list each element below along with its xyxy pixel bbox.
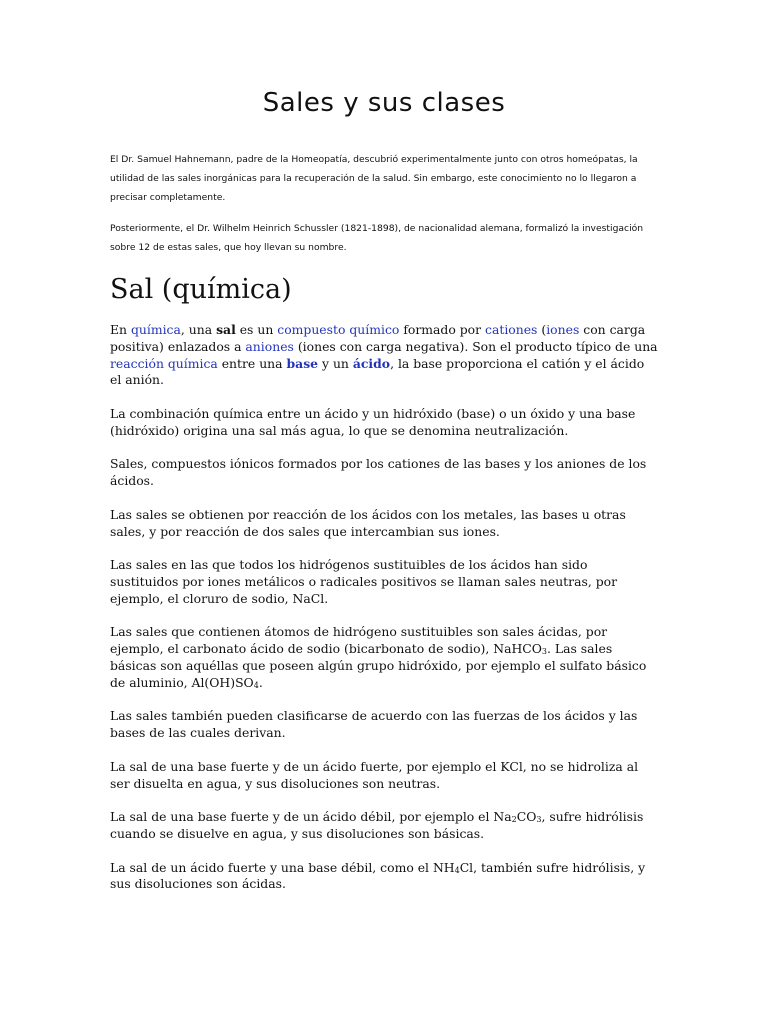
paragraph-definition [110,322,658,389]
text-run: , la base proporciona el catión y el ácido el anión. [110,355,645,388]
subscript: 3 [541,647,548,657]
link-quimica[interactable]: química [130,322,181,337]
intro-paragraph-2: Posteriormente, el Dr. Wilhelm Heinrich Schussler (1821-1898), de nacionalidad alemana, formalizó la investigación sobre 12 de estas sales, que hoy llevan su nombre. [110,223,644,253]
text-run: CO [516,809,537,825]
subscript: 2 [511,815,517,825]
text-run: ( [537,322,547,337]
text-run: formado por [399,322,486,337]
paragraph-base-fuerte-acido-fuerte: La sal de una base fuerte y de un ácido fuerte, por ejemplo el KCl, no se hidroliza al ser disuelta en agua, y sus disoluciones son neutras. [110,758,639,791]
text-run: En [110,322,131,337]
link-acido[interactable]: ácido [352,355,391,371]
text-run: es un [235,322,278,337]
paragraph-obtencion: Las sales se obtienen por reacción de los ácidos con los metales, las bases u otras sales, y por reacción de dos sales que intercambian sus iones. [110,506,626,539]
section-title: Sal (química) [110,274,292,305]
text-run: La sal de una base fuerte y de un ácido débil, por ejemplo el Na [110,809,512,825]
text-run: (iones con carga negativa). Son el producto típico de una [293,338,658,354]
subscript: 3 [536,815,542,825]
intro-paragraph-1: El Dr. Samuel Hahnemann, padre de la Homeopatía, descubrió experimentalmente junto con otros homeópatas, la utilidad de las sales inorgánicas para la recuperación de la salud. Sin embargo, este conocimiento no lo llegaron a precisar completamente. [110,154,638,203]
paragraph-neutralizacion: La combinación química entre un ácido y un hidróxido (base) o un óxido y una base (hidróxido) origina una sal más agua, lo que se denomina neutralización. [110,405,636,438]
term-sal: sal [216,322,236,337]
paragraph-sales-neutras: Las sales en las que todos los hidrógenos sustituibles de los ácidos han sido sustituidos por iones metálicos o radicales positivos se llaman sales neutras, por ejemplo, el cloruro de sodio, NaCl. [110,557,618,606]
text-run: con carga positiva) enlazados a [110,322,646,354]
article-body [110,322,658,910]
link-aniones[interactable]: aniones [245,338,294,354]
paragraph-compuestos-ionicos: Sales, compuestos iónicos formados por los cationes de las bases y los aniones de los ácidos. [110,456,647,489]
paragraph-acido-fuerte-base-debil [110,860,658,894]
text-run: Cl, también sufre hidrólisis, y sus disoluciones son ácidas. [110,859,646,892]
text-run: La sal de un ácido fuerte y una base débil, como el NH [110,859,455,875]
link-cationes[interactable]: cationes [485,322,538,337]
text-run: . Las sales básicas son aquéllas que poseen algún grupo hidróxido, por ejemplo el sulfato básico de aluminio, Al(OH)SO [110,641,647,690]
paragraph-base-fuerte-acido-debil [110,809,658,843]
text-run: Las sales que contienen átomos de hidrógeno sustituibles son sales ácidas, por ejemplo, el carbonato ácido de sodio (bicarbonato de sodio), NaHCO [110,624,608,657]
document-title: Sales y sus clases [262,88,506,118]
link-compuesto-quimico[interactable]: compuesto químico [277,322,400,337]
text-run: , una [180,322,217,337]
text-run: y un [318,355,353,371]
link-base[interactable]: base [286,355,319,371]
link-iones[interactable]: iones [546,322,580,337]
text-run: , sufre hidrólisis cuando se disuelve en agua, y sus disoluciones son básicas. [110,809,644,841]
text-run: . [258,674,263,690]
text-run: entre una [217,355,287,371]
subscript: 4 [454,865,460,875]
paragraph-sales-acidas [110,624,658,691]
link-reaccion-quimica[interactable]: reacción química [110,355,218,371]
paragraph-clasificacion: Las sales también pueden clasificarse de acuerdo con las fuerzas de los ácidos y las bases de las cuales derivan. [110,708,638,741]
subscript: 4 [253,680,259,690]
